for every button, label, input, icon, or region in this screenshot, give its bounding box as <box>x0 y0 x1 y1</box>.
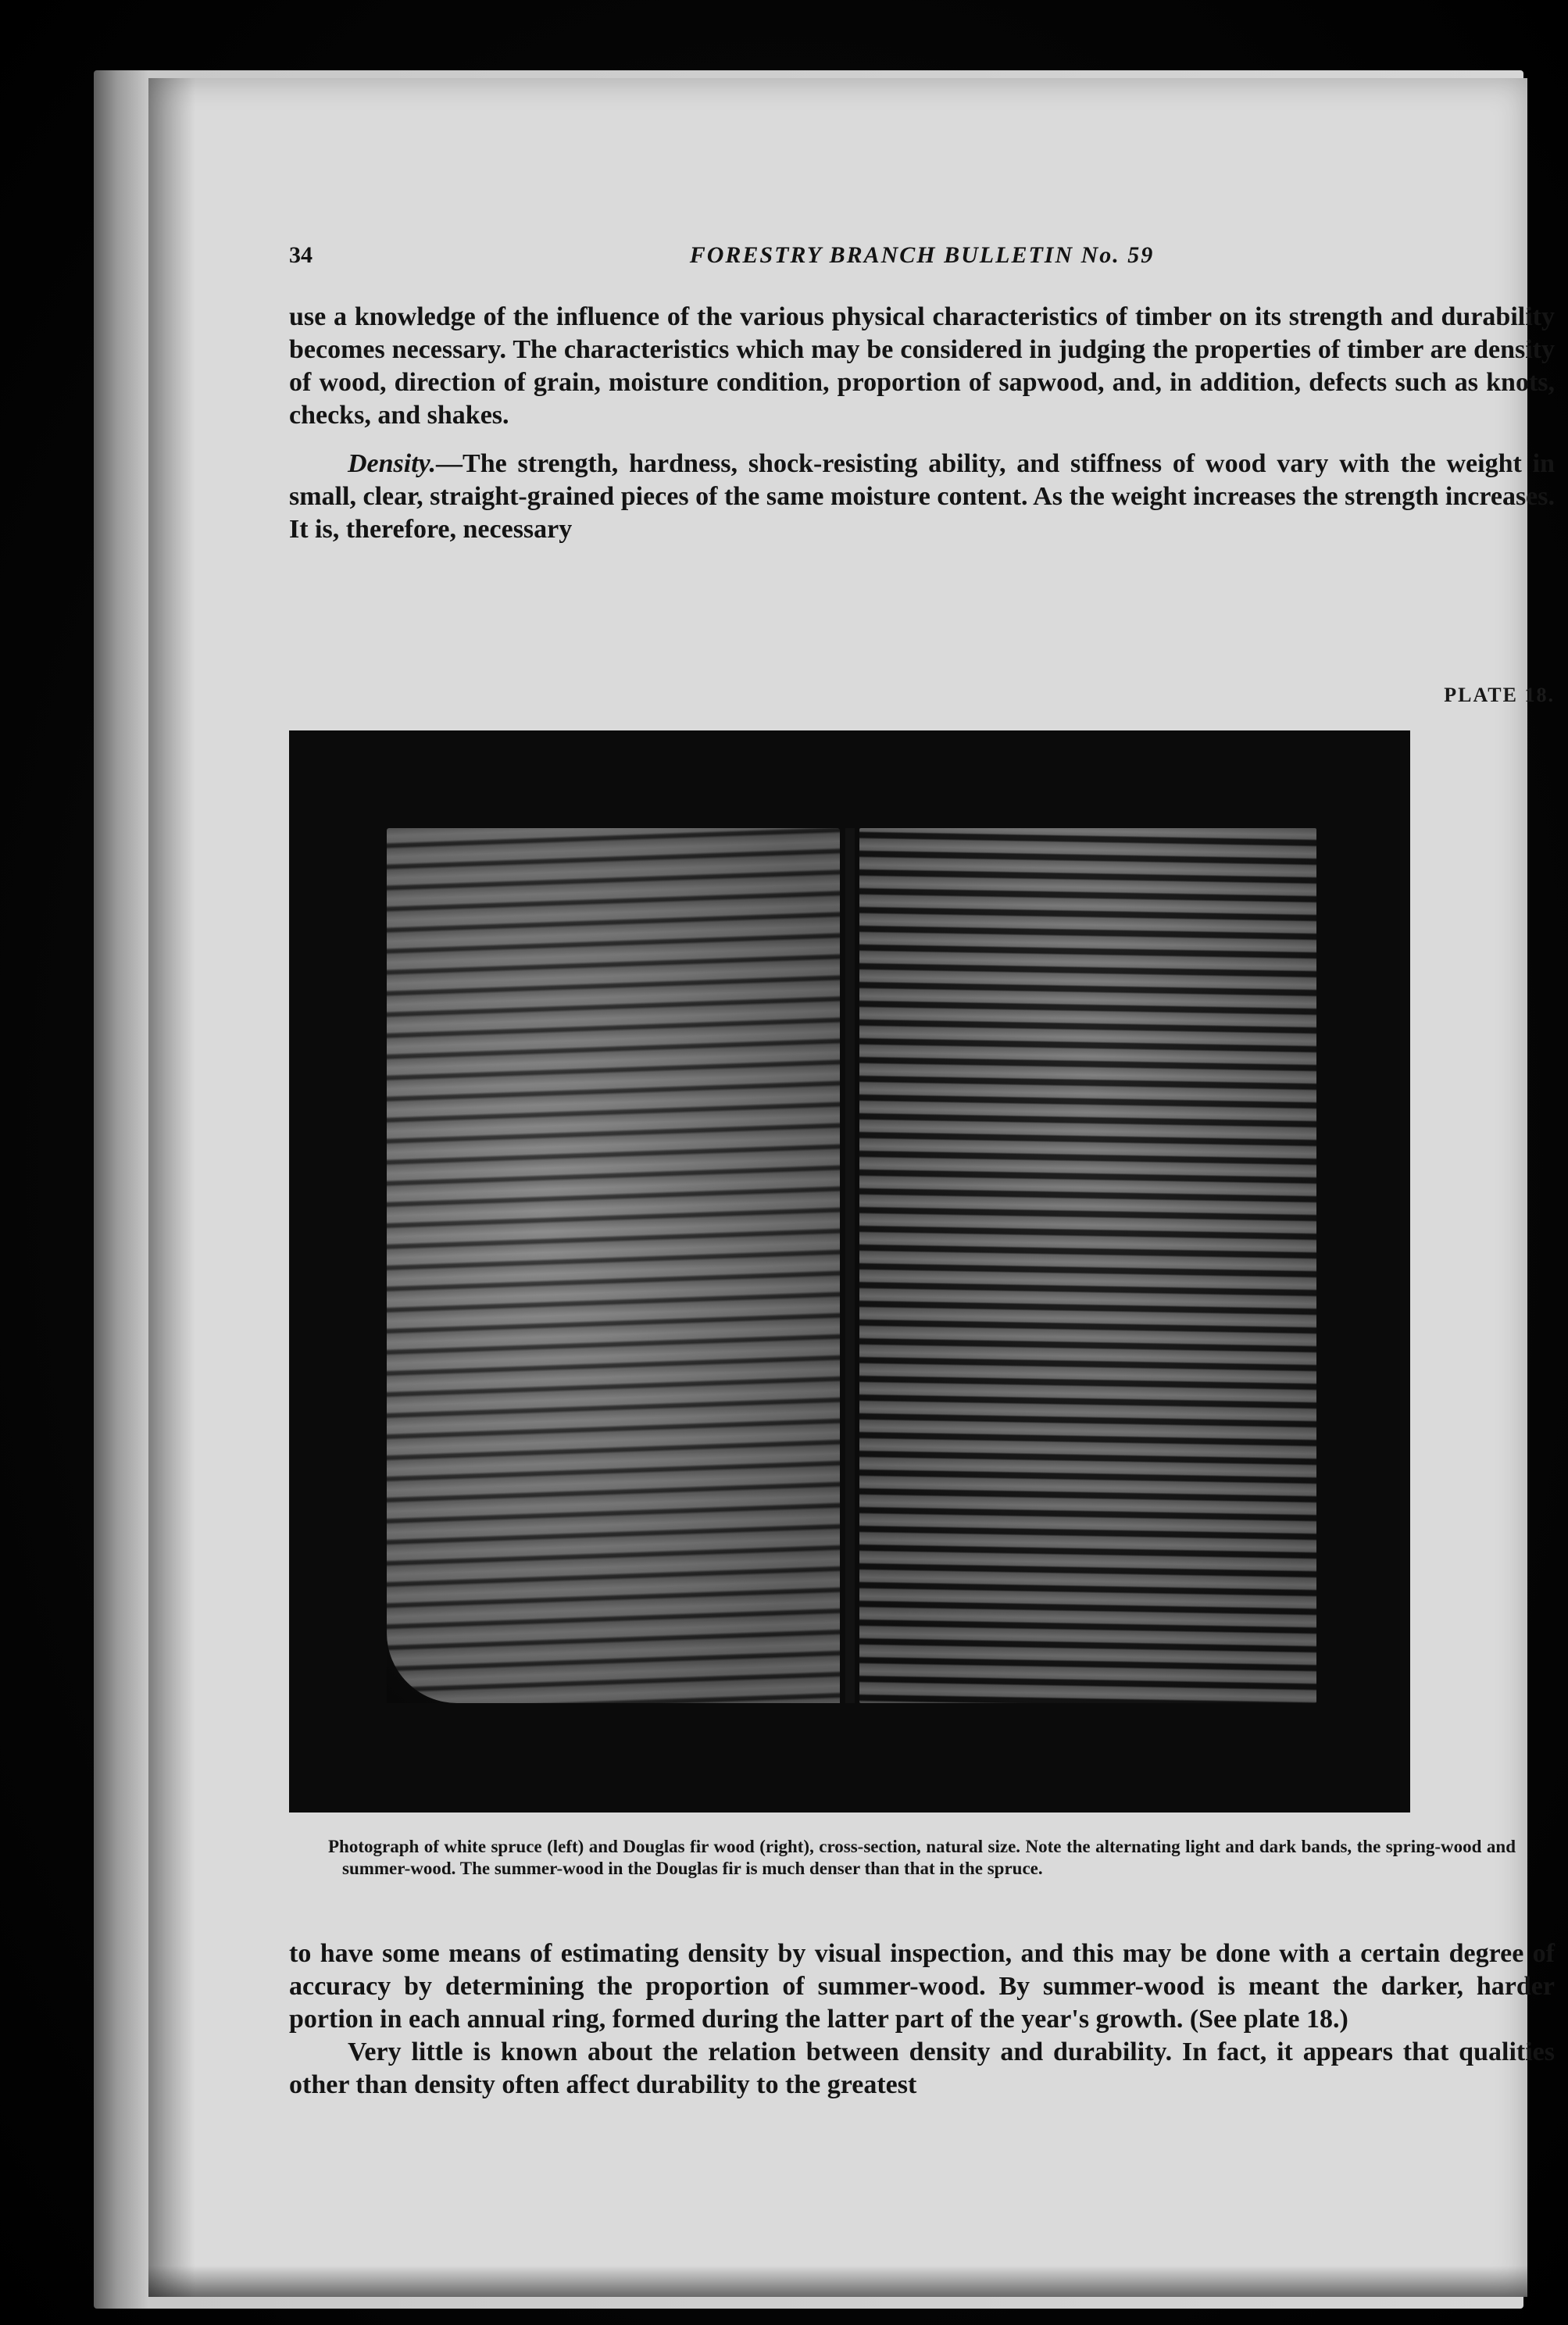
bulletin-title: FORESTRY BRANCH BULLETIN No. 59 <box>689 242 1155 268</box>
plate-photograph <box>289 730 1410 1812</box>
top-text-block <box>289 301 1555 546</box>
douglas-fir-cross-section <box>859 828 1316 1703</box>
page-number: 34 <box>289 242 313 268</box>
white-spruce-cross-section <box>387 828 840 1703</box>
plate-caption <box>328 1836 1516 1880</box>
density-heading: Density. <box>348 449 437 478</box>
photo-divider <box>845 828 855 1703</box>
paragraph-durability: Very little is known about the relation between density and durability. In fact, it appears that qualities other than density often affect durability to the greatest <box>289 2038 1555 2099</box>
book-page <box>148 78 1555 2297</box>
paragraph-density <box>289 448 1555 546</box>
plate-caption-text: Photograph of white spruce (left) and Douglas fir wood (right), cross-section, natural size. Note the alternating light and dark bands, the spring-wood and summer-wood. The summer-wood in the Douglas fir is much denser than that in the spruce. <box>328 1837 1516 1878</box>
paragraph-characteristics: use a knowledge of the influence of the various physical characteristics of timber on its strength and durability becomes necessary. The characteristics which may be considered in judging the properties of timber are density of wood, direction of grain, moisture condition, proportion of sapwood, and, in addition, defects such as knots, checks, and shakes. <box>289 302 1555 430</box>
running-head <box>289 242 1555 281</box>
density-text: —The strength, hardness, shock-resisting ability, and stiffness of wood vary with the weight in small, clear, straight-grained pieces of the same moisture content. As the weight increases the strength increases. It is, therefore, necessary <box>289 449 1555 544</box>
plate-label: PLATE 18. <box>1444 684 1555 706</box>
bottom-text-block <box>289 1938 1555 2102</box>
paragraph-summer-wood: to have some means of estimating density by visual inspection, and this may be done with a certain degree of accuracy by determining the proportion of summer-wood. By summer-wood is meant the darker, harder portion in each annual ring, formed during the latter part of the year's growth. (See plate 18.) <box>289 1939 1555 2034</box>
